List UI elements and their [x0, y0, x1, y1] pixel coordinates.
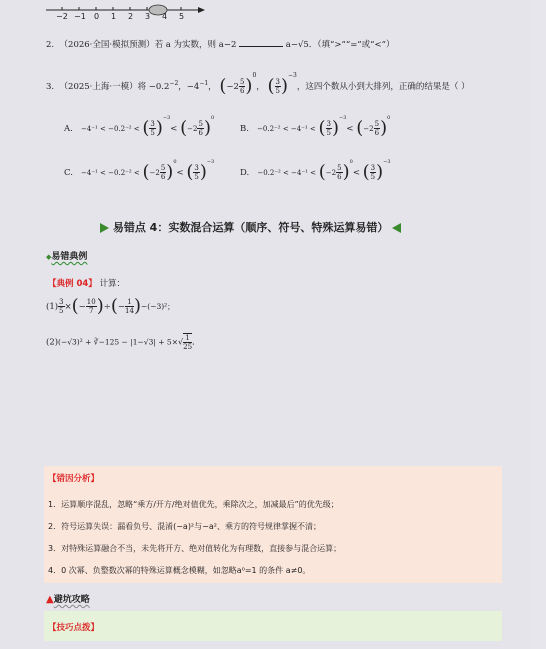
- math: −(−3)²；: [140, 302, 175, 311]
- part-label: (1): [46, 302, 59, 312]
- diamond-icon: ◆: [46, 253, 52, 261]
- number-line-arrow: [198, 7, 205, 13]
- option-b[interactable]: B. −0.2⁻² < −4⁻¹ < ( $\frac{3}{5}$ )$^{-3}$< (−2 $\frac{5}{6}$ )$^0$: [240, 115, 391, 139]
- math: −2: [226, 82, 239, 92]
- tips-header: 【技巧点拨】: [48, 623, 100, 633]
- exponent: −1: [199, 80, 209, 88]
- exponent: −2: [169, 80, 179, 88]
- tick-label: 5: [179, 12, 185, 21]
- exponent: −3: [288, 72, 297, 79]
- question-text: ，这四个数从小到大排列，正确的结果是（ ）: [296, 82, 470, 92]
- option-label: C.: [64, 168, 73, 178]
- question-text: 将 −0.2: [137, 82, 170, 92]
- option-text: −4⁻¹ < −0.2⁻² <: [81, 169, 140, 177]
- fraction: $\frac{3}{5}$: [275, 78, 280, 95]
- tick-label: −1: [74, 12, 86, 21]
- question-source: （2026·全国·模拟预测）: [59, 40, 155, 50]
- tick-label: 3: [145, 12, 151, 21]
- option-text: −4⁻¹ < −0.2⁻² <: [80, 125, 140, 133]
- warning-icon: ▲: [46, 594, 54, 605]
- analysis-item: 4．0 次幂、负整数次幂的特殊运算概念模糊，如忽略a⁰=1 的条件 a≠0。: [48, 566, 311, 575]
- question-source: （2025·上海·一模）: [59, 82, 138, 92]
- section-title-text: 易错点 4：实数混合运算（顺序、符号、特殊运算易错）: [112, 221, 389, 234]
- question-2: [46, 37, 394, 51]
- tick-label: −2: [56, 12, 68, 21]
- example-part-2: (2)(−√3)² + ∛−125 − |1−√3| + 5×√ $\frac{1}{25}$ ．: [46, 334, 201, 351]
- fraction: $\frac{5}{6}$: [239, 78, 245, 95]
- tick-label: 0: [94, 12, 100, 21]
- tick-label: 4: [162, 12, 168, 21]
- tips-box: [44, 611, 502, 641]
- tick-label: 2: [128, 12, 134, 21]
- analysis-item: 1．运算顺序混乱，忽略“乘方/开方/绝对值优先，乘除次之，加减最后”的优先级；: [48, 500, 339, 509]
- triangle-left-icon: [392, 223, 401, 233]
- math: (−√3)² + ∛−125 − |1−√3| + 5×: [58, 337, 178, 347]
- typical-label: 易错典例: [51, 252, 88, 262]
- option-label: B.: [240, 124, 249, 134]
- example-text: 计算：: [99, 279, 126, 289]
- question-number: 2.: [46, 40, 55, 50]
- avoid-header: [46, 592, 90, 605]
- question-number: 3.: [46, 82, 55, 92]
- option-text: −0.2⁻² < −4⁻¹ <: [257, 125, 316, 133]
- question-3: 3. （2025·上海·一模）将 $-0.2^{-2}$，$-4^{-1}$， (−2 $\frac{5}{6}$ )$^0$， ( $\frac{3}{5}$ )$^{-3}$，这四个数从小到大排列，正确的结果是（ ）: [46, 72, 470, 97]
- exponent: 0: [252, 72, 257, 79]
- option-a[interactable]: A. −4⁻¹ < −0.2⁻² < ( $\frac{3}{5}$ )$^{-3}$< (−2 $\frac{5}{6}$ )$^0$: [64, 115, 215, 139]
- section-title: [100, 219, 401, 235]
- question-text: 若 a 为实数，则 a−2: [154, 40, 237, 50]
- example-header: [48, 277, 125, 289]
- analysis-item: 2．符号运算失误：漏看负号、混淆(−a)²与−a²、乘方的符号规律掌握不清；: [48, 522, 321, 531]
- option-c[interactable]: C. −4⁻¹ < −0.2⁻² < (−2 $\frac{5}{6}$ )$^0$< ( $\frac{3}{5}$ )$^{-3}$: [64, 159, 215, 183]
- option-d[interactable]: D. −0.2⁻² < −4⁻¹ < (−2 $\frac{5}{6}$ )$^0$< ( $\frac{3}{5}$ )$^{-3}$: [240, 159, 391, 183]
- example-part-1: (1) $\frac{3}{5}$ ×(− $\frac{10}{7}$ )÷(− $\frac{1}{14}$ )−(−3)²；: [46, 295, 175, 317]
- triangle-right-icon: [100, 223, 109, 233]
- example-tag: 【典例 04】: [48, 279, 97, 289]
- analysis-item: 3．对特殊运算融合不当，未先将开方、绝对值转化为有理数，直接参与混合运算；: [48, 544, 342, 553]
- analysis-header: 【错因分析】: [48, 474, 100, 484]
- option-label: D.: [240, 168, 250, 178]
- answer-blank[interactable]: [239, 37, 283, 47]
- question-text: ，−4: [178, 82, 200, 92]
- option-text: −0.2⁻² < −4⁻¹ <: [257, 169, 317, 177]
- option-label: A.: [64, 124, 73, 134]
- avoid-label: 避坑攻略: [53, 595, 90, 605]
- part-label: (2): [46, 337, 59, 348]
- question-text: a−√5．（填“>”“=”或“<”）: [285, 40, 395, 50]
- tick-label: 1: [111, 12, 117, 21]
- error-analysis-box: [44, 466, 502, 583]
- typical-header: [46, 249, 87, 262]
